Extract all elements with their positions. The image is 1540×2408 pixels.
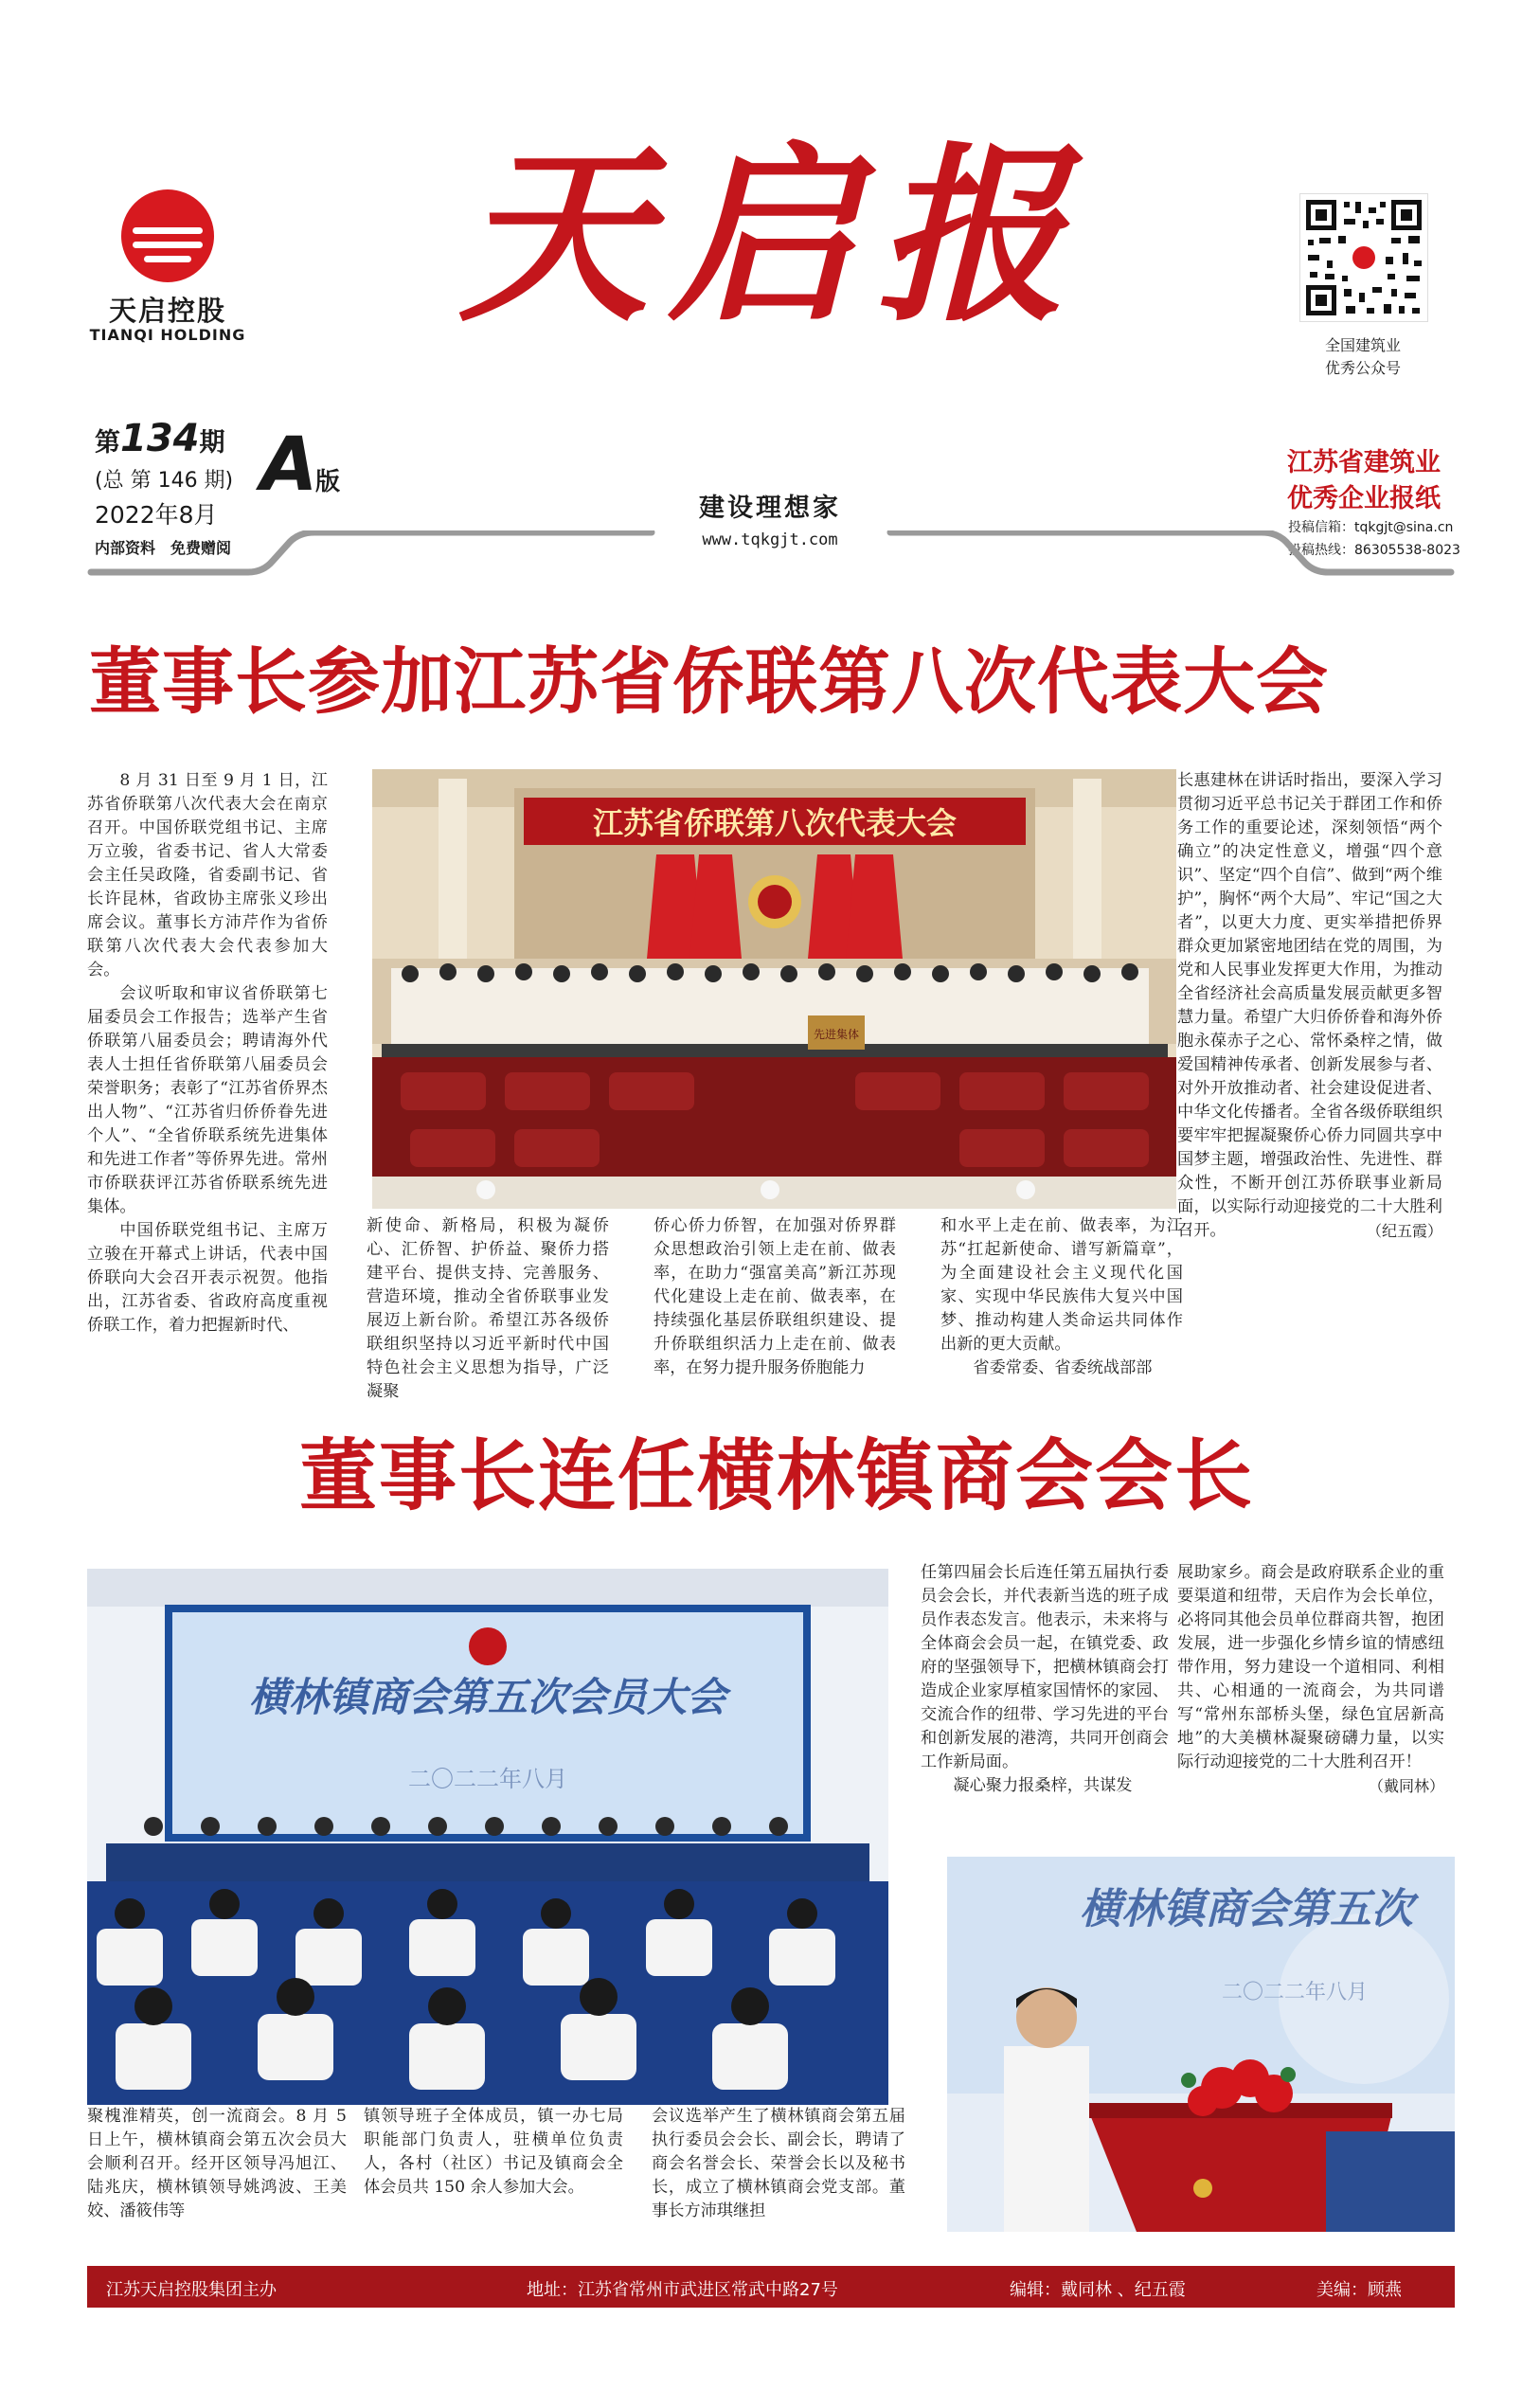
- footer-editors: 编辑：戴同林 、纪五霞: [1010, 2280, 1186, 2300]
- internal-note: 内部资料 免费赠阅: [95, 539, 232, 557]
- issue-total: (总 第 146 期): [95, 469, 234, 493]
- edition-letter: A: [260, 422, 318, 508]
- masthead-divider: [87, 530, 1455, 578]
- article2-column-b: [1177, 1561, 1444, 1798]
- article2-headline: 董事长连任横林镇商会会长: [298, 1431, 1254, 1521]
- photo1-banner-text: 江苏省侨联第八次代表大会: [592, 805, 958, 841]
- award-badge-line2: 优秀企业报纸: [1287, 484, 1441, 513]
- issue-number: [95, 417, 225, 460]
- article1-paragraph: 和水平上走在前、做表率，为江苏“扛起新使命、谱写新篇章”，为全面建设社会主义现代化国家、实现中华民族伟大复兴中国梦、推动构建人类命运共同体作出新的更大贡献。: [940, 1216, 1183, 1354]
- article1-column4: [940, 1214, 1183, 1380]
- article2-column-e: 会议选举产生了横林镇商会第五届执行委员会会长、副会长，聘请了商会名誉会长、荣誉会长以及秘书长，成立了横林镇商会党支部。董事长方沛琪继担: [652, 2107, 905, 2220]
- article1-column1: [87, 769, 328, 1338]
- photo1-people: [382, 963, 1168, 1057]
- article2-photo-meeting: [87, 1569, 888, 2105]
- footer-bar: [87, 2266, 1455, 2308]
- photo3-screen-title: 横林镇商会第五次: [1080, 1885, 1413, 1933]
- qr-caption-line1: 全国建筑业: [1324, 336, 1401, 354]
- article1-paragraph: 会议听取和审议省侨联第七届委员会工作报告；选举产生省侨联第八届委员会；聘请海外代表人士担任省侨联第八届委员会荣誉职务；表彰了“江苏省侨界杰出人物”、“江苏省归侨侨眷先进个人”、“全省侨联系统先进集体和先进工作者”等侨界先进。常州市侨联获评江苏省侨联系统先进集体。: [87, 984, 328, 1216]
- article1-paragraph: 中国侨联党组书记、主席万立骏在开幕式上讲话，代表中国侨联向大会召开表示祝贺。他指出，江苏省委、省政府高度重视侨联工作，着力把握新时代、: [87, 1221, 328, 1335]
- issue-date: 2022年8月: [95, 501, 218, 529]
- article1-paragraph: 省委常委、省委统战部部: [973, 1358, 1153, 1377]
- article1-paragraph: 8 月 31 日至 9 月 1 日，江苏省侨联第八次代表大会在南京召开。中国侨联党组书记、主席万立骏，省委书记、省人大常委会主任吴政隆，省委副书记、省长许昆林，省政协主席张义珍出席会议。董事长方沛芹作为省侨联第八次代表大会代表参加大会。: [87, 771, 328, 979]
- article1-headline: 董事长参加江苏省侨联第八次代表大会: [89, 639, 1329, 724]
- photo1-plaque-text: 先进集体: [813, 1028, 860, 1041]
- footer-sponsor: 江苏天启控股集团主办: [106, 2280, 277, 2300]
- article1-column5: [1177, 769, 1442, 1243]
- article2-column-c: 聚槐淮精英，创一流商会。8 月 5 日上午，横林镇商会第五次会员大会顺利召开。经开区领导冯旭江、陆兆庆，横林镇领导姚鸿波、王美姣、潘筱伟等: [87, 2107, 347, 2220]
- contact-email[interactable]: 投稿信箱：tqkgjt@sina.cn: [1288, 520, 1454, 535]
- footer-art-editor: 美编：顾燕: [1316, 2280, 1402, 2300]
- article2-photo-speaker: [947, 1857, 1455, 2232]
- article2-paragraph: 展助家乡。商会是政府联系企业的重要渠道和纽带，天启作为会长单位，必将同其他会员单位群商共智，抱团发展，进一步强化乡情乡谊的情感纽带作用，努力建设一个道相同、利相共、心相通的一流商会，为共同谱写“常州东部桥头堡，绿色宜居新高地”的大美横林凝聚磅礴力量，以实际行动迎接党的二十大胜利召开！: [1177, 1563, 1444, 1771]
- article2-paragraph: 任第四届会长后连任第五届执行委员会会长，并代表新当选的班子成员作表态发言。他表示，未来将与全体商会会员一起，在镇党委、政府的坚强领导下，把横林镇商会打造成企业家厚植家国情怀的家园、交流合作的纽带、学习先进的平台和创新发展的港湾，共同开创商会工作新局面。: [921, 1563, 1169, 1771]
- article2-column-d: 镇领导班子全体成员，镇一办七局职能部门负责人，驻横单位负责人，各村（社区）书记及镇商会全体会员共 150 余人参加大会。: [364, 2107, 623, 2197]
- qr-caption-line2: 优秀公众号: [1324, 359, 1401, 377]
- website-link[interactable]: www.tqkgjt.com: [702, 530, 838, 549]
- logo-chinese-name: 天启控股: [108, 295, 226, 327]
- article1-byline: （纪五霞）: [1366, 1222, 1442, 1240]
- company-logo: [121, 189, 214, 282]
- logo-english-name: TIANQI HOLDING: [89, 326, 246, 344]
- article1-photo: [372, 769, 1176, 1209]
- issue-suffix: 期: [199, 428, 225, 458]
- article1-column2: 新使命、新格局，积极为凝侨心、汇侨智、护侨益、聚侨力搭建平台、提供支持、完善服务、营造环境，推动全省侨联事业发展迈上新台阶。希望江苏各级侨联组织坚持以习近平新时代中国特色社会主义思想为指导，广泛凝聚: [367, 1216, 609, 1401]
- issue-prefix: 第: [95, 428, 120, 458]
- award-badge-line1: 江苏省建筑业: [1287, 448, 1441, 477]
- article1-column3: 侨心侨力侨智，在加强对侨界群众思想政治引领上走在前、做表率，在助力“强富美高”新江苏现代化建设上走在前、做表率，在持续强化基层侨联组织建设、提升侨联组织活力上走在前、做表率，在努力提升服务侨胞能力: [654, 1216, 896, 1377]
- edition-suffix: 版: [315, 468, 341, 496]
- newspaper-title: 天启报: [458, 125, 1084, 348]
- article2-byline: （戴同林）: [1368, 1777, 1444, 1795]
- photo3-screen-date: 二〇二二年八月: [1222, 1981, 1369, 2004]
- article1-paragraph: 长惠建林在讲话时指出，要深入学习贯彻习近平总书记关于群团工作和侨务工作的重要论述，深刻领悟“两个确立”的决定性意义，增强“四个意识”、坚定“四个自信”、做到“两个维护”，胸怀“两个大局”、牢记“国之大者”，以更大力度、更实举措把侨界群众更加紧密地团结在党的周围，为党和人民事业发挥更大作用，为推动全省经济社会高质量发展贡献更多智慧力量。希望广大归侨侨眷和海外侨胞永葆赤子之心、常怀桑梓之情，做爱国精神传承者、创新发展参与者、对外开放推动者、社会建设促进者、中华文化传播者。全省各级侨联组织要牢牢把握凝聚侨心侨力同圆共享中国梦主题，增强政治性、先进性、群众性，不断开创江苏侨联事业新局面，以实际行动迎接党的二十大胜利召开。: [1177, 771, 1442, 1240]
- company-motto: 建设理想家: [699, 494, 841, 523]
- article2-paragraph: 凝心聚力报桑梓，共谋发: [953, 1776, 1133, 1795]
- article2-column-a: [921, 1561, 1169, 1798]
- photo2-screen-title: 横林镇商会第五次会员大会: [248, 1674, 727, 1720]
- photo2-screen-date: 二〇二二年八月: [408, 1766, 567, 1792]
- issue-number-value: 134: [120, 417, 200, 460]
- qr-code[interactable]: [1299, 193, 1428, 322]
- footer-address: 地址：江苏省常州市武进区常武中路27号: [527, 2280, 838, 2300]
- contact-phone: 投稿热线：86305538-8023: [1288, 543, 1460, 558]
